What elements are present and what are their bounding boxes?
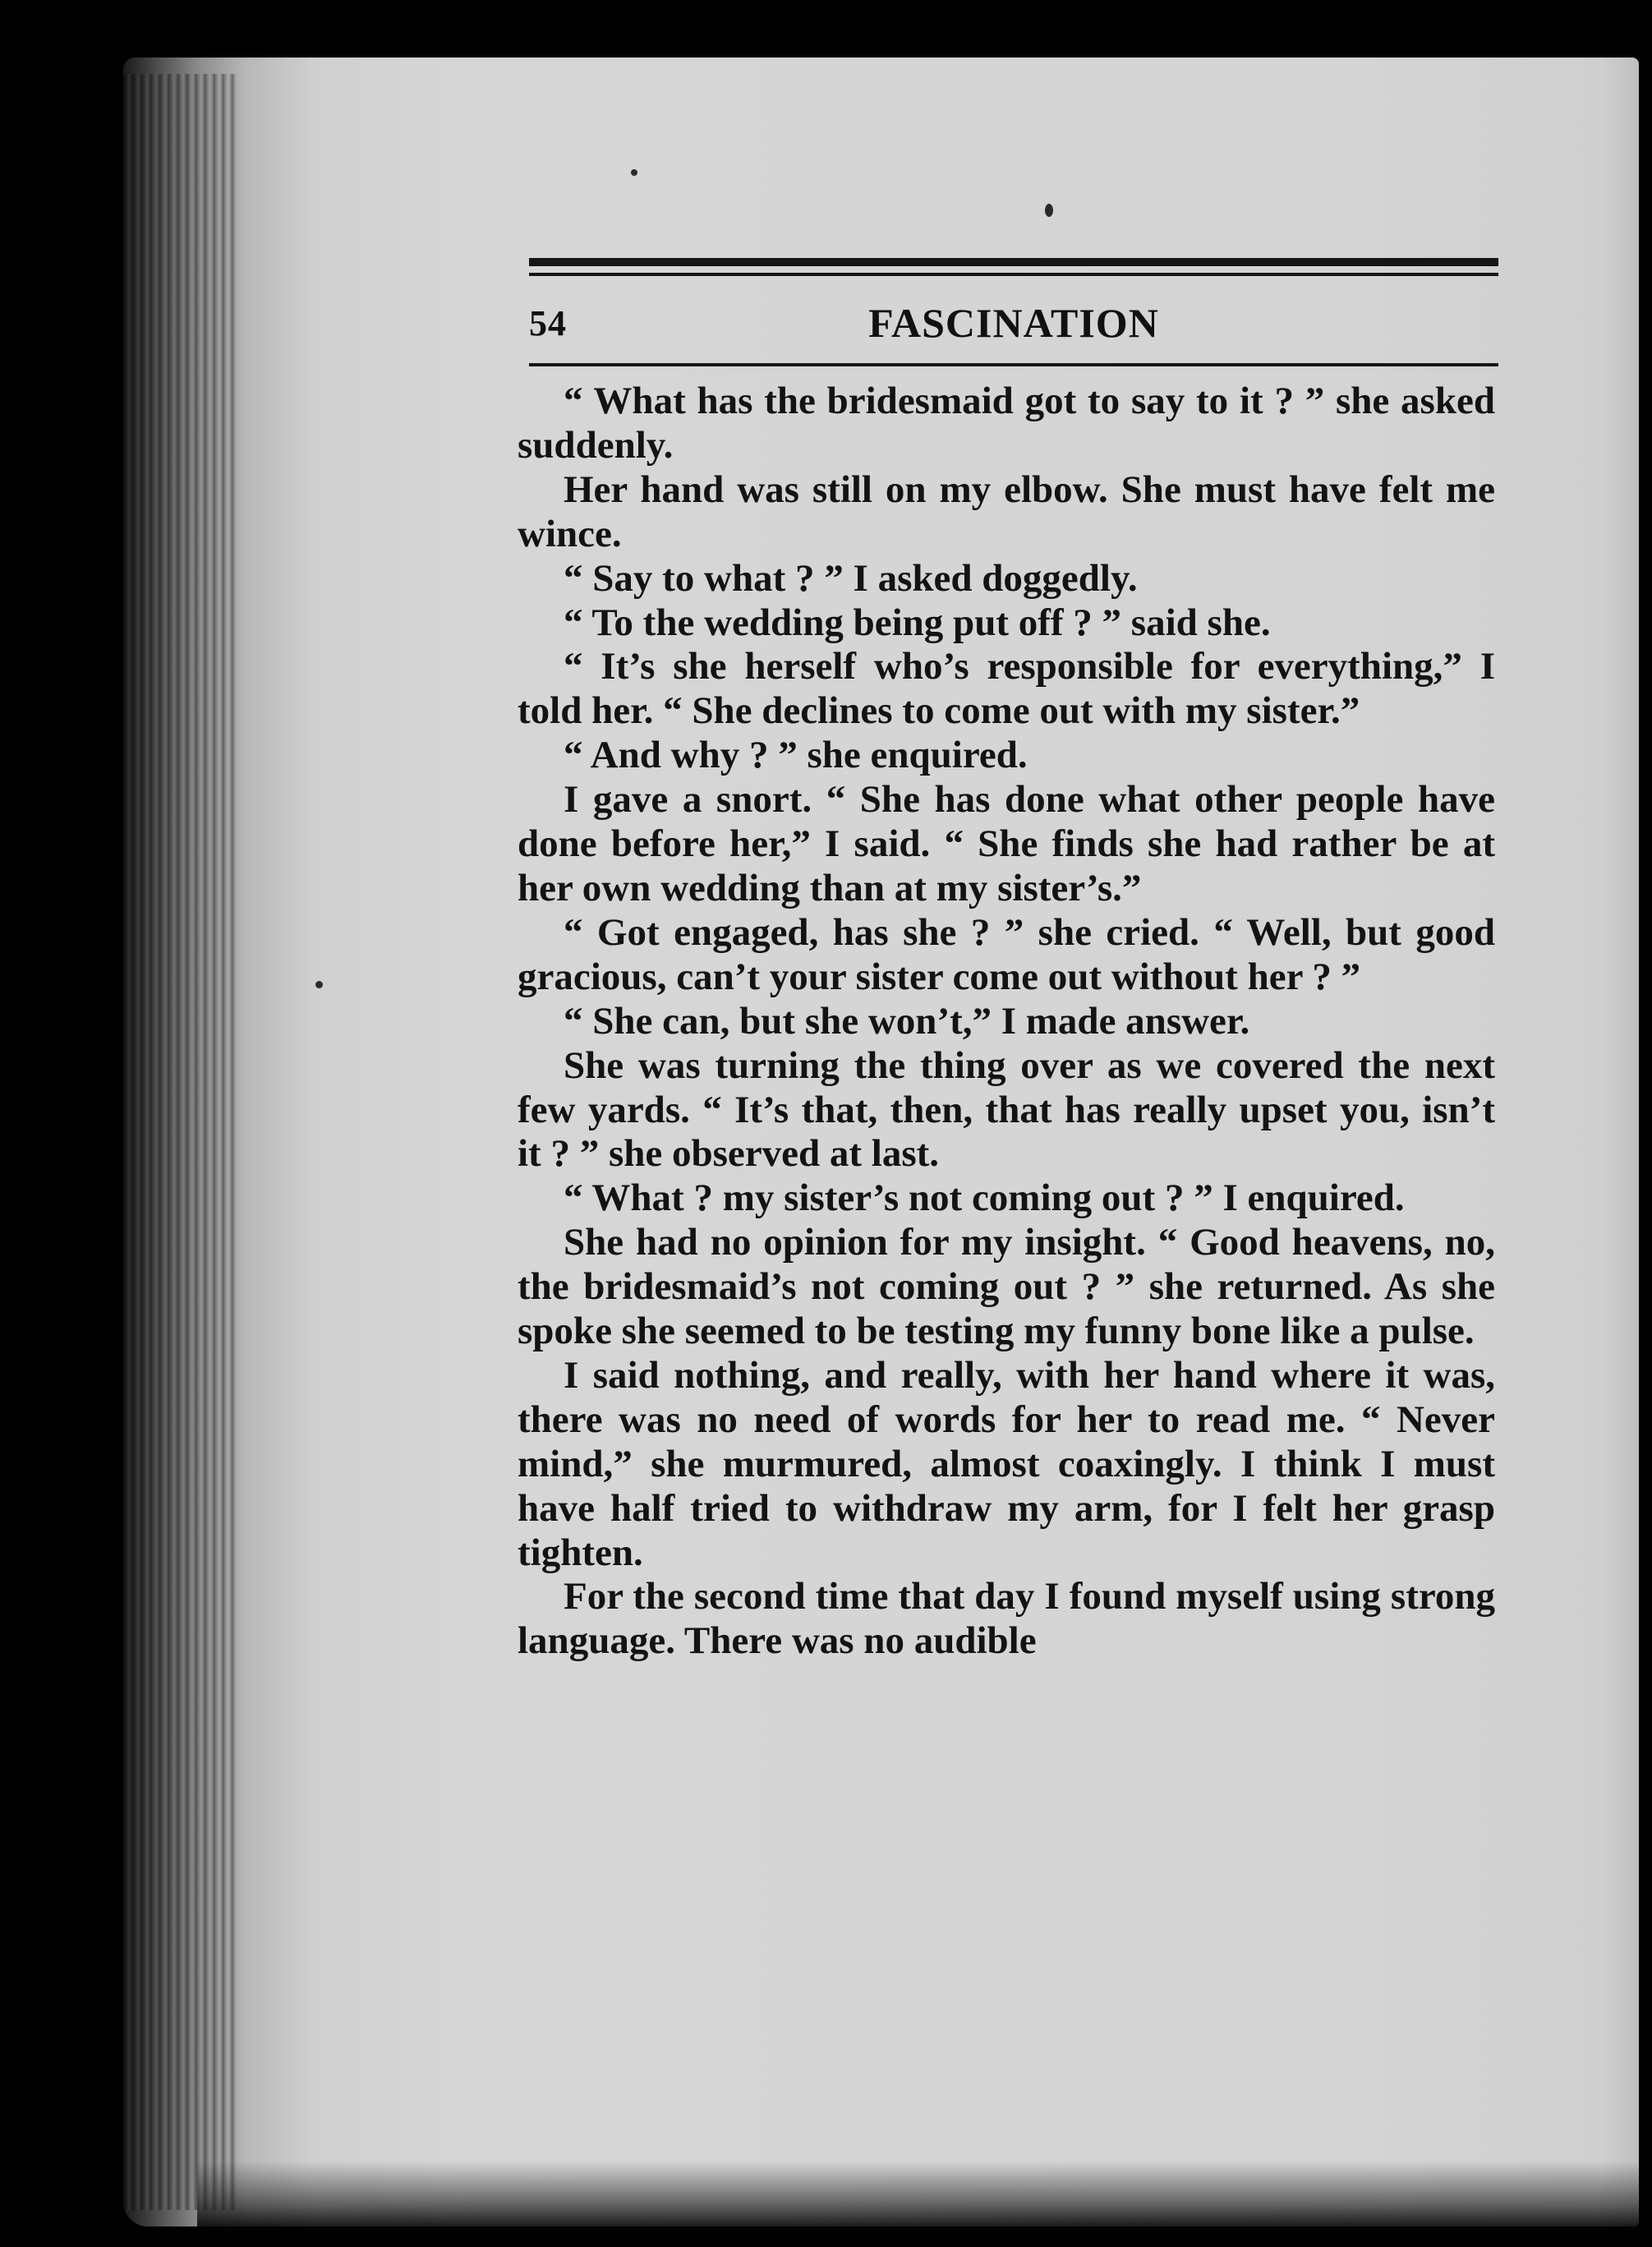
- paragraph: “ It’s she herself who’s responsible for everything,” I told her. “ She declines to come out with my sister.”: [518, 645, 1495, 733]
- header-rule-thick: [529, 258, 1498, 266]
- paragraph: She had no opinion for my insight. “ Good heavens, no, the bridesmaid’s not coming out ? ” she returned. As she spoke she seemed to be testing my funny bone like a pulse.: [518, 1221, 1495, 1353]
- paragraph: “ To the wedding being put off ? ” said she.: [564, 601, 1271, 644]
- page-bottom-shadow: [197, 2161, 1639, 2235]
- body-text: [518, 380, 1495, 1664]
- paragraph: “ Got engaged, has she ? ” she cried. “ Well, but good gracious, can’t your sister come out without her ? ”: [518, 910, 1495, 998]
- paragraph: I gave a snort. “ She has done what other people have done before her,” I said. “ She finds she had rather be at her own wedding than at my sister’s.”: [518, 778, 1495, 909]
- page-number: 54: [529, 303, 567, 343]
- paragraph: Her hand was still on my elbow. She must have felt me wince.: [518, 467, 1495, 555]
- paragraph: For the second time that day I found myself using strong language. There was no audible: [518, 1575, 1495, 1663]
- paragraph: “ What ? my sister’s not coming out ? ” I enquired.: [564, 1176, 1405, 1220]
- page-edge-shading: [123, 74, 238, 2210]
- paragraph: “ What has the bridesmaid got to say to it ? ” she asked suddenly.: [518, 380, 1495, 467]
- header-rule-thin: [529, 273, 1498, 276]
- running-header: [529, 294, 1498, 352]
- header-underline: [529, 363, 1498, 366]
- ink-speck: [1045, 204, 1053, 217]
- paragraph: “ And why ? ” she enquired.: [564, 734, 1028, 777]
- paragraph: She was turning the thing over as we covered the next few yards. “ It’s that, then, that has really upset you, isn’t it ? ” she observed at last.: [518, 1043, 1495, 1176]
- paragraph: “ She can, but she won’t,” I made answer.: [564, 999, 1250, 1043]
- ink-speck: [315, 981, 323, 988]
- paragraph: I said nothing, and really, with her hand where it was, there was no need of words for her to read me. “ Never mind,” she murmured, almost coaxingly. I think I must have half tried to withdraw my arm, for I felt her grasp tighten.: [518, 1353, 1495, 1574]
- paragraph: “ Say to what ? ” I asked doggedly.: [564, 556, 1138, 600]
- running-title: FASCINATION: [868, 300, 1159, 346]
- ink-speck: [631, 169, 637, 176]
